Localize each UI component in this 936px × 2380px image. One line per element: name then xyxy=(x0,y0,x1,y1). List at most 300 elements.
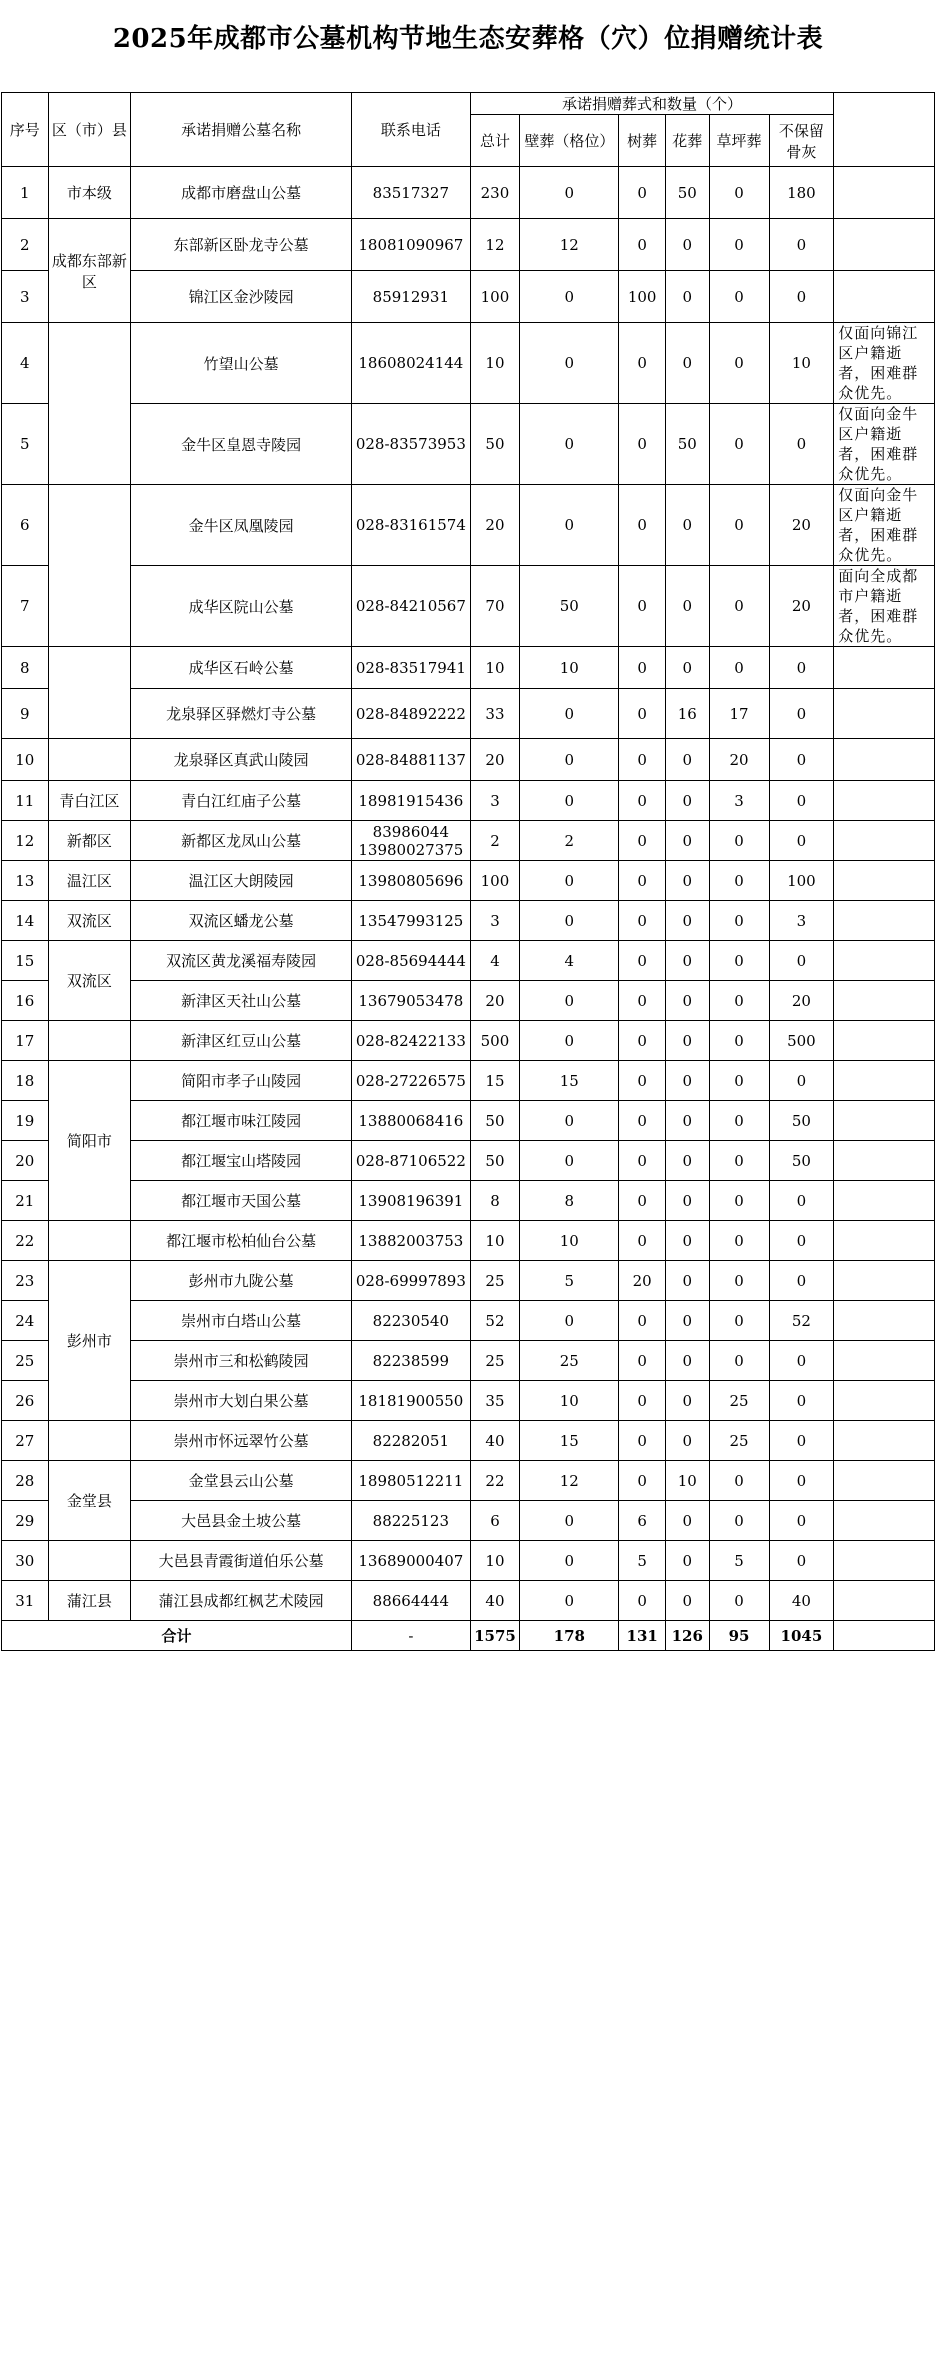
cell-lawn: 25 xyxy=(709,1421,769,1461)
cell-no-ash: 500 xyxy=(769,1021,834,1061)
cell-note xyxy=(834,1501,935,1541)
cell-district: 双流区 xyxy=(48,941,131,1021)
cell-no-ash: 0 xyxy=(769,271,834,323)
cell-tree: 0 xyxy=(619,1181,666,1221)
cell-total: 4 xyxy=(470,941,520,981)
cell-note: 面向全成都市户籍逝者，困难群众优先。 xyxy=(834,566,935,647)
table-row xyxy=(2,271,935,323)
cell-note xyxy=(834,941,935,981)
cell-cemetery: 新津区红豆山公墓 xyxy=(131,1021,352,1061)
cell-note xyxy=(834,1181,935,1221)
table-row xyxy=(2,404,935,485)
cell-cemetery: 崇州市白塔山公墓 xyxy=(131,1301,352,1341)
cell-phone: 18181900550 xyxy=(352,1381,471,1421)
cell-no-ash: 20 xyxy=(769,566,834,647)
cell-note xyxy=(834,1421,935,1461)
cell-tree: 0 xyxy=(619,781,666,821)
cell-total: 40 xyxy=(470,1421,520,1461)
summary-label: 合计 xyxy=(2,1621,352,1651)
cell-no-ash: 0 xyxy=(769,1541,834,1581)
cell-district xyxy=(48,485,131,647)
cell-total: 35 xyxy=(470,1381,520,1421)
cell-phone: 028-84210567 xyxy=(352,566,471,647)
cell-total: 20 xyxy=(470,485,520,566)
cell-lawn: 0 xyxy=(709,981,769,1021)
summary-total: 1575 xyxy=(470,1621,520,1651)
cell-lawn: 0 xyxy=(709,219,769,271)
cell-flower: 0 xyxy=(665,647,709,689)
cell-flower: 0 xyxy=(665,781,709,821)
cell-phone: 13689000407 xyxy=(352,1541,471,1581)
cell-wall: 0 xyxy=(520,485,619,566)
cell-phone: 028-85694444 xyxy=(352,941,471,981)
cell-wall: 0 xyxy=(520,1021,619,1061)
donation-table xyxy=(1,92,935,1651)
cell-tree: 0 xyxy=(619,689,666,739)
cell-cemetery: 成华区石岭公墓 xyxy=(131,647,352,689)
cell-note xyxy=(834,1021,935,1061)
phone-line: 13980027375 xyxy=(358,840,464,859)
cell-phone: 85912931 xyxy=(352,271,471,323)
cell-index: 26 xyxy=(2,1381,49,1421)
cell-phone: 13908196391 xyxy=(352,1181,471,1221)
cell-tree: 0 xyxy=(619,1221,666,1261)
cell-flower: 0 xyxy=(665,1101,709,1141)
cell-total: 100 xyxy=(470,271,520,323)
cell-tree: 0 xyxy=(619,219,666,271)
cell-total: 50 xyxy=(470,1101,520,1141)
cell-lawn: 0 xyxy=(709,821,769,861)
cell-tree: 0 xyxy=(619,1301,666,1341)
cell-total: 15 xyxy=(470,1061,520,1101)
cell-wall: 0 xyxy=(520,739,619,781)
cell-no-ash: 100 xyxy=(769,861,834,901)
cell-no-ash: 0 xyxy=(769,1501,834,1541)
cell-cemetery: 成都市磨盘山公墓 xyxy=(131,167,352,219)
cell-total: 500 xyxy=(470,1021,520,1061)
cell-no-ash: 0 xyxy=(769,1461,834,1501)
cell-flower: 0 xyxy=(665,1581,709,1621)
cell-flower: 0 xyxy=(665,219,709,271)
cell-note xyxy=(834,781,935,821)
cell-tree: 0 xyxy=(619,1101,666,1141)
cell-total: 70 xyxy=(470,566,520,647)
cell-note xyxy=(834,1261,935,1301)
cell-district: 温江区 xyxy=(48,861,131,901)
cell-district: 蒲江县 xyxy=(48,1581,131,1621)
cell-lawn: 3 xyxy=(709,781,769,821)
cell-index: 19 xyxy=(2,1101,49,1141)
cell-no-ash: 0 xyxy=(769,404,834,485)
cell-index: 21 xyxy=(2,1181,49,1221)
cell-no-ash: 0 xyxy=(769,1341,834,1381)
cell-wall: 0 xyxy=(520,781,619,821)
cell-flower: 16 xyxy=(665,689,709,739)
cell-flower: 0 xyxy=(665,1341,709,1381)
cell-wall: 0 xyxy=(520,1581,619,1621)
cell-wall: 15 xyxy=(520,1421,619,1461)
cell-note xyxy=(834,1301,935,1341)
cell-wall: 0 xyxy=(520,404,619,485)
cell-tree: 100 xyxy=(619,271,666,323)
table-row xyxy=(2,647,935,689)
cell-index: 14 xyxy=(2,901,49,941)
cell-wall: 0 xyxy=(520,323,619,404)
cell-phone: 82282051 xyxy=(352,1421,471,1461)
cell-no-ash: 52 xyxy=(769,1301,834,1341)
cell-tree: 0 xyxy=(619,647,666,689)
cell-district: 彭州市 xyxy=(48,1261,131,1421)
cell-index: 12 xyxy=(2,821,49,861)
cell-index: 15 xyxy=(2,941,49,981)
cell-lawn: 0 xyxy=(709,566,769,647)
cell-tree: 0 xyxy=(619,1581,666,1621)
cell-index: 10 xyxy=(2,739,49,781)
table-row xyxy=(2,1021,935,1061)
phone-line: 83986044 xyxy=(372,822,450,841)
cell-no-ash: 50 xyxy=(769,1101,834,1141)
cell-note: 仅面向金牛区户籍逝者，困难群众优先。 xyxy=(834,485,935,566)
cell-tree: 0 xyxy=(619,941,666,981)
cell-total: 33 xyxy=(470,689,520,739)
cell-index: 25 xyxy=(2,1341,49,1381)
cell-no-ash: 0 xyxy=(769,1061,834,1101)
cell-phone xyxy=(352,821,471,861)
cell-wall: 25 xyxy=(520,1341,619,1381)
cell-district: 金堂县 xyxy=(48,1461,131,1541)
cell-cemetery: 龙泉驿区驿燃灯寺公墓 xyxy=(131,689,352,739)
cell-index: 13 xyxy=(2,861,49,901)
cell-flower: 0 xyxy=(665,1021,709,1061)
cell-total: 100 xyxy=(470,861,520,901)
cell-cemetery: 新都区龙凤山公墓 xyxy=(131,821,352,861)
cell-flower: 0 xyxy=(665,566,709,647)
cell-cemetery: 都江堰市松柏仙台公墓 xyxy=(131,1221,352,1261)
cell-total: 10 xyxy=(470,1221,520,1261)
cell-index: 8 xyxy=(2,647,49,689)
cell-total: 230 xyxy=(470,167,520,219)
cell-tree: 6 xyxy=(619,1501,666,1541)
cell-phone: 028-84881137 xyxy=(352,739,471,781)
summary-row xyxy=(2,1621,935,1651)
cell-no-ash: 0 xyxy=(769,781,834,821)
cell-lawn: 0 xyxy=(709,1581,769,1621)
summary-wall: 178 xyxy=(520,1621,619,1651)
cell-wall: 15 xyxy=(520,1061,619,1101)
header-lawn: 草坪葬 xyxy=(709,115,769,167)
cell-district xyxy=(48,323,131,485)
cell-note xyxy=(834,1061,935,1101)
cell-wall: 0 xyxy=(520,1541,619,1581)
table-row xyxy=(2,941,935,981)
cell-no-ash: 0 xyxy=(769,1181,834,1221)
cell-phone: 18981915436 xyxy=(352,781,471,821)
cell-cemetery: 大邑县金土坡公墓 xyxy=(131,1501,352,1541)
cell-wall: 12 xyxy=(520,219,619,271)
cell-district xyxy=(48,1541,131,1581)
cell-lawn: 0 xyxy=(709,1221,769,1261)
cell-total: 2 xyxy=(470,821,520,861)
cell-no-ash: 0 xyxy=(769,739,834,781)
cell-lawn: 0 xyxy=(709,1061,769,1101)
cell-wall: 12 xyxy=(520,1461,619,1501)
table-row xyxy=(2,323,935,404)
cell-flower: 0 xyxy=(665,1181,709,1221)
table-row xyxy=(2,1341,935,1381)
cell-wall: 10 xyxy=(520,647,619,689)
cell-cemetery: 大邑县青霞街道伯乐公墓 xyxy=(131,1541,352,1581)
cell-no-ash: 180 xyxy=(769,167,834,219)
cell-flower: 0 xyxy=(665,739,709,781)
table-row xyxy=(2,167,935,219)
cell-note xyxy=(834,1381,935,1421)
cell-cemetery: 都江堰宝山塔陵园 xyxy=(131,1141,352,1181)
cell-tree: 0 xyxy=(619,861,666,901)
cell-district: 青白江区 xyxy=(48,781,131,821)
cell-district: 市本级 xyxy=(48,167,131,219)
cell-phone: 13547993125 xyxy=(352,901,471,941)
cell-total: 8 xyxy=(470,1181,520,1221)
cell-cemetery: 龙泉驿区真武山陵园 xyxy=(131,739,352,781)
cell-index: 6 xyxy=(2,485,49,566)
cell-flower: 0 xyxy=(665,1501,709,1541)
cell-note: 仅面向金牛区户籍逝者，困难群众优先。 xyxy=(834,404,935,485)
cell-total: 52 xyxy=(470,1301,520,1341)
cell-flower: 0 xyxy=(665,901,709,941)
cell-index: 27 xyxy=(2,1421,49,1461)
cell-no-ash: 40 xyxy=(769,1581,834,1621)
cell-no-ash: 50 xyxy=(769,1141,834,1181)
cell-flower: 0 xyxy=(665,1541,709,1581)
cell-total: 50 xyxy=(470,404,520,485)
cell-flower: 0 xyxy=(665,271,709,323)
cell-no-ash: 20 xyxy=(769,485,834,566)
cell-district xyxy=(48,1421,131,1461)
cell-note xyxy=(834,1141,935,1181)
cell-note xyxy=(834,1341,935,1381)
cell-tree: 0 xyxy=(619,821,666,861)
header-row xyxy=(2,93,935,115)
table-row xyxy=(2,781,935,821)
cell-flower: 0 xyxy=(665,1141,709,1181)
table-row xyxy=(2,566,935,647)
cell-note xyxy=(834,1221,935,1261)
cell-lawn: 0 xyxy=(709,1461,769,1501)
cell-tree: 0 xyxy=(619,739,666,781)
table-row xyxy=(2,689,935,739)
table-row xyxy=(2,1141,935,1181)
cell-tree: 0 xyxy=(619,1061,666,1101)
summary-phone: - xyxy=(352,1621,471,1651)
cell-phone: 028-84892222 xyxy=(352,689,471,739)
cell-no-ash: 0 xyxy=(769,689,834,739)
table-row xyxy=(2,981,935,1021)
cell-lawn: 0 xyxy=(709,647,769,689)
cell-note xyxy=(834,1101,935,1141)
header-note xyxy=(834,93,935,167)
table-row xyxy=(2,1461,935,1501)
table-row xyxy=(2,1581,935,1621)
cell-no-ash: 20 xyxy=(769,981,834,1021)
cell-cemetery: 彭州市九陇公墓 xyxy=(131,1261,352,1301)
cell-total: 10 xyxy=(470,323,520,404)
cell-flower: 0 xyxy=(665,861,709,901)
table-row xyxy=(2,1181,935,1221)
cell-total: 6 xyxy=(470,1501,520,1541)
header-cemetery: 承诺捐赠公墓名称 xyxy=(131,93,352,167)
cell-wall: 0 xyxy=(520,271,619,323)
cell-lawn: 0 xyxy=(709,1181,769,1221)
table-row xyxy=(2,1541,935,1581)
cell-wall: 50 xyxy=(520,566,619,647)
cell-index: 1 xyxy=(2,167,49,219)
cell-tree: 5 xyxy=(619,1541,666,1581)
cell-cemetery: 竹望山公墓 xyxy=(131,323,352,404)
page-title: 2025年成都市公墓机构节地生态安葬格（穴）位捐赠统计表 xyxy=(112,24,824,54)
table-row xyxy=(2,1261,935,1301)
cell-flower: 0 xyxy=(665,1221,709,1261)
cell-lawn: 0 xyxy=(709,1021,769,1061)
cell-lawn: 0 xyxy=(709,167,769,219)
cell-cemetery: 锦江区金沙陵园 xyxy=(131,271,352,323)
summary-lawn: 95 xyxy=(709,1621,769,1651)
cell-flower: 0 xyxy=(665,1301,709,1341)
cell-lawn: 0 xyxy=(709,485,769,566)
cell-flower: 10 xyxy=(665,1461,709,1501)
cell-note xyxy=(834,901,935,941)
cell-total: 3 xyxy=(470,901,520,941)
cell-flower: 0 xyxy=(665,1421,709,1461)
cell-index: 29 xyxy=(2,1501,49,1541)
cell-phone: 028-27226575 xyxy=(352,1061,471,1101)
cell-index: 2 xyxy=(2,219,49,271)
table-row xyxy=(2,1421,935,1461)
cell-no-ash: 0 xyxy=(769,1421,834,1461)
cell-tree: 0 xyxy=(619,167,666,219)
cell-tree: 0 xyxy=(619,1021,666,1061)
cell-wall: 5 xyxy=(520,1261,619,1301)
table-row xyxy=(2,739,935,781)
cell-district: 双流区 xyxy=(48,901,131,941)
cell-lawn: 0 xyxy=(709,1261,769,1301)
cell-cemetery: 金牛区凤凰陵园 xyxy=(131,485,352,566)
cell-index: 3 xyxy=(2,271,49,323)
cell-note xyxy=(834,167,935,219)
cell-no-ash: 10 xyxy=(769,323,834,404)
cell-phone: 028-69997893 xyxy=(352,1261,471,1301)
cell-total: 10 xyxy=(470,647,520,689)
cell-cemetery: 双流区黄龙溪福寿陵园 xyxy=(131,941,352,981)
cell-district: 简阳市 xyxy=(48,1061,131,1221)
cell-index: 31 xyxy=(2,1581,49,1621)
cell-wall: 0 xyxy=(520,167,619,219)
header-flower: 花葬 xyxy=(665,115,709,167)
cell-note xyxy=(834,981,935,1021)
cell-flower: 50 xyxy=(665,404,709,485)
cell-index: 5 xyxy=(2,404,49,485)
cell-tree: 0 xyxy=(619,1461,666,1501)
cell-index: 30 xyxy=(2,1541,49,1581)
cell-phone: 88225123 xyxy=(352,1501,471,1541)
cell-lawn: 5 xyxy=(709,1541,769,1581)
header-no-ash: 不保留骨灰 xyxy=(769,115,834,167)
cell-district xyxy=(48,1221,131,1261)
cell-flower: 0 xyxy=(665,1261,709,1301)
summary-tree: 131 xyxy=(619,1621,666,1651)
cell-index: 4 xyxy=(2,323,49,404)
table-row xyxy=(2,1221,935,1261)
cell-index: 23 xyxy=(2,1261,49,1301)
cell-phone: 18081090967 xyxy=(352,219,471,271)
table-body xyxy=(2,93,935,1651)
cell-phone: 18608024144 xyxy=(352,323,471,404)
cell-flower: 0 xyxy=(665,981,709,1021)
cell-tree: 0 xyxy=(619,1141,666,1181)
cell-lawn: 0 xyxy=(709,1341,769,1381)
cell-wall: 10 xyxy=(520,1381,619,1421)
cell-lawn: 0 xyxy=(709,1141,769,1181)
cell-phone: 13882003753 xyxy=(352,1221,471,1261)
cell-district: 新都区 xyxy=(48,821,131,861)
cell-phone: 13980805696 xyxy=(352,861,471,901)
table-row xyxy=(2,1101,935,1141)
cell-wall: 8 xyxy=(520,1181,619,1221)
cell-lawn: 0 xyxy=(709,941,769,981)
cell-phone: 82238599 xyxy=(352,1341,471,1381)
cell-wall: 4 xyxy=(520,941,619,981)
table-row xyxy=(2,1061,935,1101)
cell-lawn: 0 xyxy=(709,323,769,404)
cell-wall: 0 xyxy=(520,901,619,941)
cell-lawn: 17 xyxy=(709,689,769,739)
cell-flower: 0 xyxy=(665,1381,709,1421)
header-group: 承诺捐赠葬式和数量（个） xyxy=(470,93,834,115)
cell-tree: 0 xyxy=(619,1341,666,1381)
cell-wall: 0 xyxy=(520,1301,619,1341)
cell-lawn: 0 xyxy=(709,1301,769,1341)
cell-note: 仅面向锦江区户籍逝者，困难群众优先。 xyxy=(834,323,935,404)
cell-total: 10 xyxy=(470,1541,520,1581)
header-wall: 壁葬（格位） xyxy=(520,115,619,167)
cell-lawn: 0 xyxy=(709,271,769,323)
cell-tree: 0 xyxy=(619,1421,666,1461)
table-row xyxy=(2,1381,935,1421)
cell-lawn: 0 xyxy=(709,861,769,901)
cell-cemetery: 金牛区皇恩寺陵园 xyxy=(131,404,352,485)
cell-index: 20 xyxy=(2,1141,49,1181)
cell-total: 20 xyxy=(470,981,520,1021)
cell-phone: 18980512211 xyxy=(352,1461,471,1501)
header-phone: 联系电话 xyxy=(352,93,471,167)
cell-no-ash: 0 xyxy=(769,647,834,689)
cell-lawn: 0 xyxy=(709,1101,769,1141)
header-total: 总计 xyxy=(470,115,520,167)
summary-no-ash: 1045 xyxy=(769,1621,834,1651)
header-tree: 树葬 xyxy=(619,115,666,167)
cell-tree: 0 xyxy=(619,981,666,1021)
cell-index: 17 xyxy=(2,1021,49,1061)
cell-index: 28 xyxy=(2,1461,49,1501)
cell-note xyxy=(834,271,935,323)
table-row xyxy=(2,1501,935,1541)
header-district: 区（市）县 xyxy=(48,93,131,167)
cell-cemetery: 都江堰市天国公墓 xyxy=(131,1181,352,1221)
cell-flower: 0 xyxy=(665,821,709,861)
cell-total: 3 xyxy=(470,781,520,821)
cell-district xyxy=(48,1021,131,1061)
cell-tree: 20 xyxy=(619,1261,666,1301)
cell-index: 24 xyxy=(2,1301,49,1341)
